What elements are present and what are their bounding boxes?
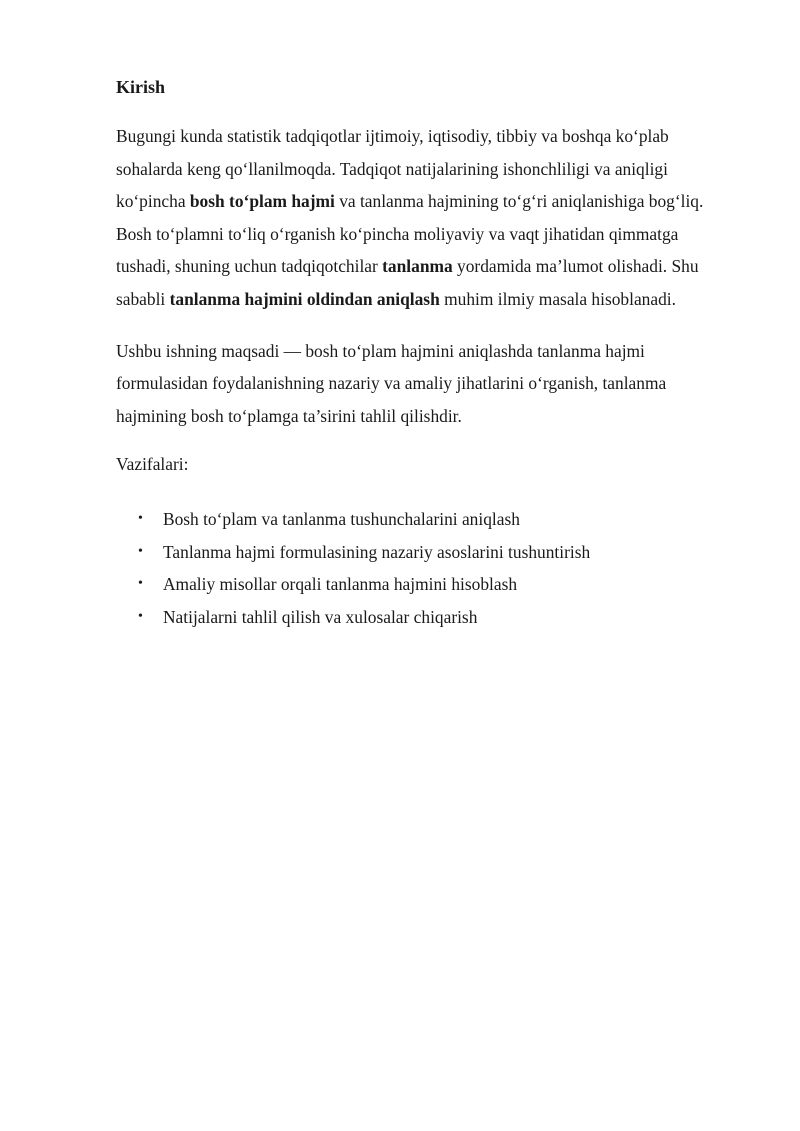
intro-paragraph [116, 120, 736, 316]
bullet-icon: • [138, 608, 143, 624]
list-item [116, 536, 736, 569]
list-item-text: Tanlanma hajmi formulasining nazariy asoslarini tushuntirish [163, 541, 591, 562]
intro-text: yordamida ma’lumot olishadi. Shu sababli [116, 256, 699, 309]
bullet-icon: • [138, 543, 143, 559]
list-item-text: Amaliy misollar orqali tanlanma hajmini hisoblash [163, 574, 518, 595]
intro-bold-term: tanlanma [382, 256, 453, 277]
document-page [116, 74, 736, 633]
intro-text: muhim ilmiy masala hisoblanadi. [439, 288, 676, 309]
list-item [116, 503, 736, 536]
list-item [116, 601, 736, 634]
tasks-list [116, 503, 736, 633]
intro-text: Bugungi kunda statistik tadqiqotlar ijtimoiy, iqtisodiy, tibbiy va boshqa ko‘plab sohalarda keng qo‘llanilmoqda. Tadqiqot natijalarining ishonchliligi va aniqligi ko‘pincha [116, 126, 669, 212]
bullet-icon: • [138, 511, 143, 527]
section-heading: Kirish [116, 77, 166, 97]
intro-bold-term: bosh to‘plam hajmi [189, 191, 335, 212]
list-item [116, 568, 736, 601]
purpose-paragraph: Ushbu ishning maqsadi — bosh to‘plam hajmini aniqlashda tanlanma hajmi formulasidan foydalanishning nazariy va amaliy jihatlarini o‘rganish, tanlanma hajmining bosh to‘plamga ta’sirini tahlil qilishdir. [116, 340, 667, 426]
list-item-text: Bosh to‘plam va tanlanma tushunchalarini aniqlash [163, 509, 520, 530]
tasks-label: Vazifalari: [116, 454, 189, 475]
list-item-text: Natijalarni tahlil qilish va xulosalar chiqarish [163, 606, 478, 627]
intro-text: va tanlanma hajmining to‘g‘ri aniqlanishiga bog‘liq. Bosh to‘plamni to‘liq o‘rganish ko‘pincha moliyaviy va vaqt jihatidan qimmatga tushadi, shuning uchun tadqiqotchilar [116, 191, 704, 277]
intro-bold-term: tanlanma hajmini oldindan aniqlash [169, 288, 440, 309]
bullet-icon: • [138, 576, 143, 592]
